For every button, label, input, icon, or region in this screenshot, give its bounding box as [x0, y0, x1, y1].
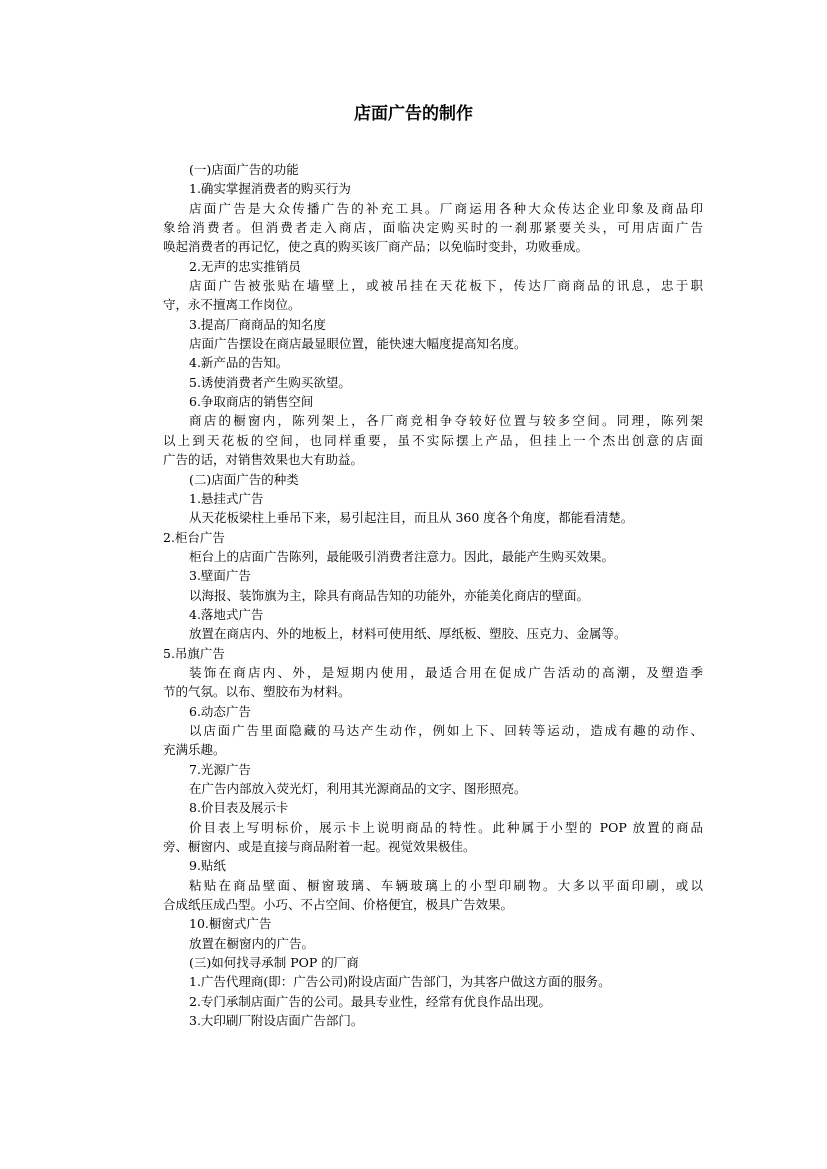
text-line: 柜台上的店面广告陈列，最能吸引消费者注意力。因此，最能产生购买效果。: [189, 548, 615, 564]
text-line: 广告的话，对销售效果也大有助益。: [163, 452, 364, 468]
text-line: 节的气氛。以布、塑胶布为材料。: [163, 684, 351, 700]
text-line: 粘贴在商品壁面、橱窗玻璃、车辆玻璃上的小型印刷物。大多以平面印刷，或以: [189, 877, 703, 893]
text-line: 7.光源广告: [189, 761, 251, 777]
text-line: 店面广告摆设在商店最显眼位置，能快速大幅度提高知名度。: [189, 336, 527, 352]
text-line: (二)店面广告的种类: [189, 471, 299, 487]
text-line: 3.提高厂商商品的知名度: [189, 316, 326, 332]
text-line: 充满乐趣。: [163, 742, 226, 758]
text-line: 唤起消费者的再记忆，使之真的购买该厂商产品；以免临时变卦，功败垂成。: [163, 239, 589, 255]
text-line: 5.吊旗广告: [163, 645, 225, 661]
text-line: 店面广告被张贴在墙壁上，或被吊挂在天花板下，传达厂商商品的讯息，忠于职: [189, 278, 703, 294]
text-line: 8.价目表及展示卡: [189, 800, 289, 816]
text-line: 价目表上写明标价，展示卡上说明商品的特性。此种属于小型的 POP 放置的商品: [189, 819, 703, 835]
text-line: 5.诱使消费者产生购买欲望。: [189, 374, 351, 390]
text-line: 10.橱窗式广告: [189, 916, 272, 932]
text-line: 守，永不擅离工作岗位。: [163, 297, 301, 313]
text-line: 2.柜台广告: [163, 529, 225, 545]
text-line: (三)如何找寻承制 POP 的厂商: [189, 955, 359, 971]
text-line: 6.争取商店的销售空间: [189, 394, 314, 410]
text-line: 放置在商店内、外的地板上，材料可使用纸、厚纸板、塑胶、压克力、金属等。: [189, 626, 627, 642]
text-line: 2.专门承制店面广告的公司。最具专业性，经常有优良作品出现。: [189, 993, 551, 1009]
document-body: [163, 160, 703, 1030]
text-line: 以店面广告里面隐藏的马达产生动作，例如上下、回转等运动，造成有趣的动作、: [189, 722, 703, 738]
text-line: 在广告内部放入荧光灯，利用其光源商品的文字、图形照亮。: [189, 781, 527, 796]
text-line: 1.广告代理商(即：广告公司)附设店面广告部门，为其客户做这方面的服务。: [189, 974, 611, 990]
text-line: 1.悬挂式广告: [189, 490, 264, 506]
text-line: 2.无声的忠实推销员: [189, 258, 301, 274]
text-line: 以海报、装饰旗为主，除具有商品告知的功能外，亦能美化商店的壁面。: [189, 587, 590, 603]
text-line: 商店的橱窗内，陈列架上，各厂商竞相争夺较好位置与较多空间。同理，陈列架: [189, 413, 703, 429]
text-line: 3.大印刷厂附设店面广告部门。: [189, 1013, 364, 1029]
text-line: (一)店面广告的功能: [189, 162, 299, 177]
text-line: 6.动态广告: [189, 703, 251, 719]
text-line: 装饰在商店内、外，是短期内使用，最适合用在促成广告活动的高潮，及塑造季: [189, 664, 703, 680]
text-line: 9.贴纸: [189, 858, 226, 874]
text-line: 1.确实掌握消费者的购买行为: [189, 181, 351, 197]
text-line: 象给消费者。但消费者走入商店，面临决定购买时的一刹那紧要关头，可用店面广告: [163, 220, 703, 236]
text-line: 以上到天花板的空间，也同样重要，虽不实际摆上产品，但挂上一个杰出创意的店面: [163, 432, 703, 448]
text-line: 3.壁面广告: [189, 568, 251, 584]
text-line: 4.新产品的告知。: [189, 355, 289, 371]
document-title: 店面广告的制作: [354, 104, 473, 124]
text-line: 从天花板梁柱上垂吊下来，易引起注目，而且从 360 度各个角度，都能看清楚。: [189, 510, 634, 526]
text-line: 放置在橱窗内的广告。: [189, 935, 315, 951]
text-line: 店面广告是大众传播广告的补充工具。厂商运用各种大众传达企业印象及商品印: [189, 200, 703, 216]
text-line: 旁、橱窗内、或是直接与商品附着一起。视觉效果极佳。: [163, 839, 476, 855]
text-line: 合成纸压成凸型。小巧、不占空间、价格便宜，极具广告效果。: [163, 897, 514, 913]
text-line: 4.落地式广告: [189, 606, 264, 622]
